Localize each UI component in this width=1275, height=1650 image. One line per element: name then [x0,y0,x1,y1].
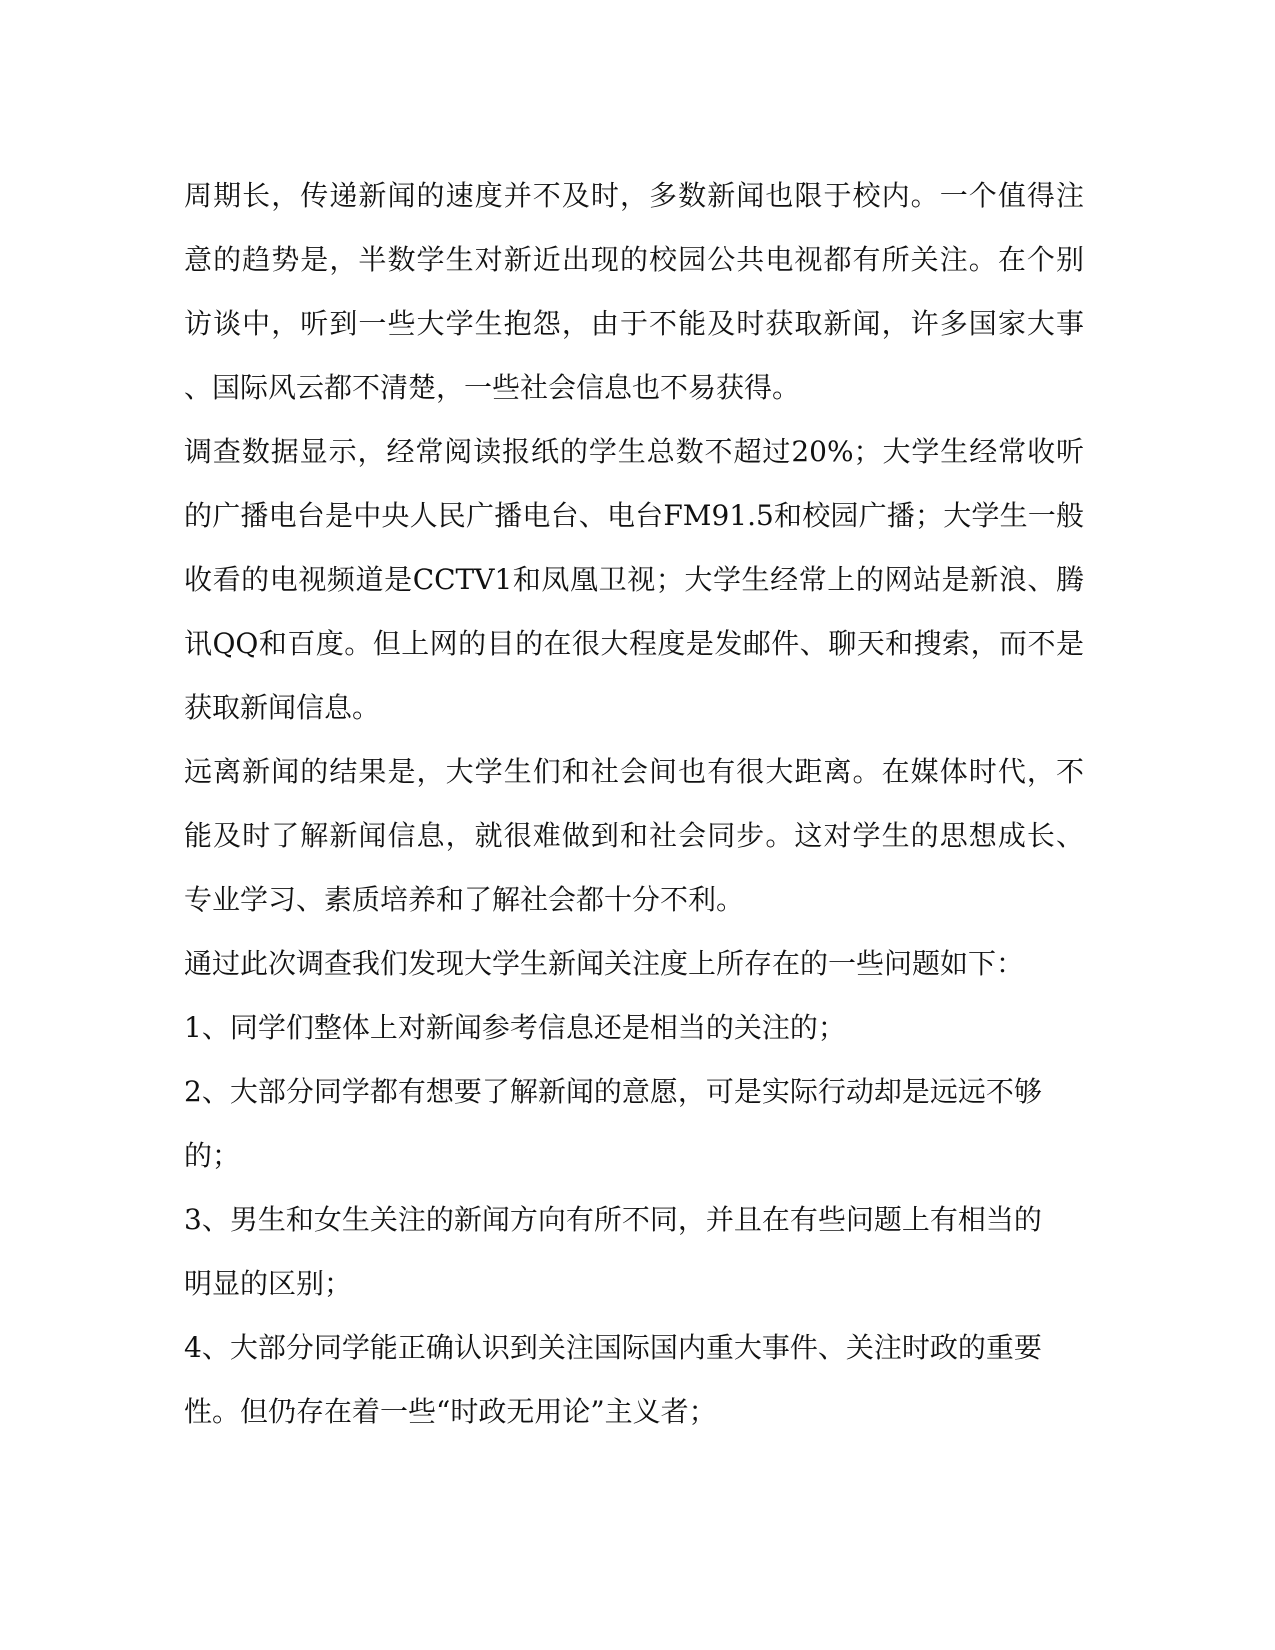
text-line: 、国际风云都不清楚，一些社会信息也不易获得。 [184,371,801,404]
text-line: 通过此次调查我们发现大学生新闻关注度上所存在的一些问题如下： [184,947,1025,980]
text-line: 访谈中，听到一些大学生抱怨，由于不能及时获取新闻，许多国家大事 [184,307,1084,340]
list-item: 4、大部分同学能正确认识到关注国际国内重大事件、关注时政的重要 [184,1331,1042,1364]
text-line: 周期长，传递新闻的速度并不及时，多数新闻也限于校内。一个值得注 [184,179,1084,212]
text-line: 收看的电视频道是CCTV1和凤凰卫视；大学生经常上的网站是新浪、腾 [184,563,1084,596]
list-item: 1、同学们整体上对新闻参考信息还是相当的关注的； [184,1011,846,1044]
text-line: 远离新闻的结果是，大学生们和社会间也有很大距离。在媒体时代，不 [184,755,1084,788]
text-line: 讯QQ和百度。但上网的目的在很大程度是发邮件、聊天和搜索，而不是 [184,627,1084,660]
list-item-continuation: 明显的区别； [184,1267,353,1300]
text-line: 调查数据显示，经常阅读报纸的学生总数不超过20%；大学生经常收听 [184,435,1084,468]
list-item: 2、大部分同学都有想要了解新闻的意愿，可是实际行动却是远远不够 [184,1075,1042,1108]
list-item: 3、男生和女生关注的新闻方向有所不同，并且在有些问题上有相当的 [184,1203,1042,1236]
list-item-continuation: 性。但仍存在着一些“时政无用论”主义者； [184,1395,717,1428]
text-line: 意的趋势是，半数学生对新近出现的校园公共电视都有所关注。在个别 [184,243,1084,276]
document-body [184,164,1084,1444]
text-line: 获取新闻信息。 [184,691,381,724]
text-line: 能及时了解新闻信息，就很难做到和社会同步。这对学生的思想成长、 [184,819,1084,852]
list-item-continuation: 的； [184,1139,241,1172]
text-line: 专业学习、素质培养和了解社会都十分不利。 [184,883,745,916]
text-line: 的广播电台是中央人民广播电台、电台FM91.5和校园广播；大学生一般 [184,499,1084,532]
